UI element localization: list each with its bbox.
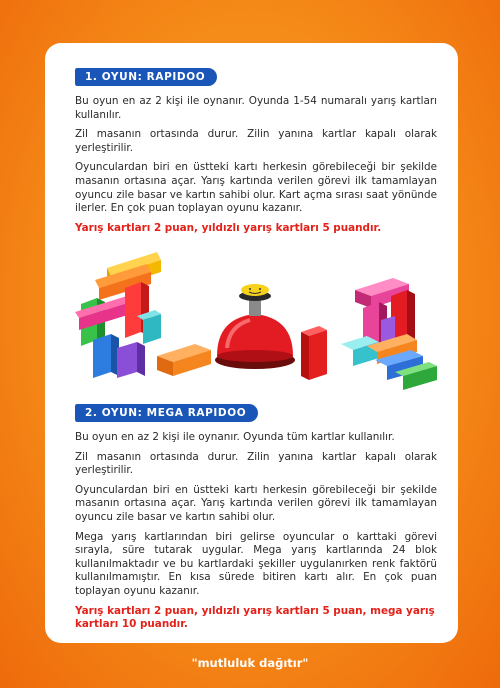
game2-section xyxy=(75,401,437,638)
game2-title: 2. OYUN: MEGA RAPIDOO xyxy=(75,404,258,422)
game1-scoring: Yarış kartları 2 puan, yıldızlı yarış kartları 5 puandır. xyxy=(75,221,382,234)
game1-paragraph-3: Oyunculardan biri en üstteki kartı herkesin görebileceği bir şekilde masanın ortasına açar. Yarış kartında verilen görevi ilk tamamlayan oyuncu zile basar ve kartın sahibi olur. Kart açma sırası saat yönünde ilerler. En çok puan toplayan oyunu kazanır. xyxy=(75,161,437,215)
game1-title: 1. OYUN: RAPIDOO xyxy=(75,68,217,86)
game2-paragraph-2: Zil masanın ortasında durur. Zilin yanına kartlar kapalı olarak yerleştirilir. xyxy=(75,450,437,477)
game2-paragraph-3: Oyunculardan biri en üstteki kartı herkesin görebileceği bir şekilde masanın ortasına açar. Yarış kartında verilen görevi ilk tamamlayan oyuncu zile basar ve kartın sahibi olur. xyxy=(75,483,437,523)
red-bell-icon xyxy=(215,291,295,369)
game2-paragraph-1: Bu oyun en az 2 kişi ile oynanır. Oyunda tüm kartlar kullanılır. xyxy=(75,431,395,443)
game1-paragraph-1: Bu oyun en az 2 kişi ile oynanır. Oyunda 1-54 numaralı yarış kartları kullanılır. xyxy=(75,95,437,121)
blocks-and-bell-illustration xyxy=(45,248,458,398)
game2-scoring: Yarış kartları 2 puan, yıldızlı yarış kartları 5 puan, mega yarış kartları 10 puandır. xyxy=(75,604,435,631)
game2-paragraph-4: Mega yarış kartlarından biri gelirse oyuncular o karttaki görevi sırayla, süre tutarak uygular. Mega yarış kartlarında 24 blok kullanılmaktadır ve bu kartlardaki şekiller uygulanırken renk faktörü kullanılmamıştır. En kısa sürede bitiren kartı alır. En çok puan toplayan oyunu kazanır. xyxy=(75,530,437,597)
game1-section xyxy=(75,65,437,241)
wooden-blocks-right-icon xyxy=(341,278,437,390)
orange-block-icon xyxy=(157,344,211,376)
smiley-icon xyxy=(241,284,269,296)
game1-paragraph-2: Zil masanın ortasında durur. Zilin yanına kartlar kapalı olarak yerleştirilir. xyxy=(75,128,437,154)
red-block-icon xyxy=(301,326,327,380)
rules-card xyxy=(45,43,458,643)
footer-slogan: "mutluluk dağıtır" xyxy=(191,656,309,670)
wooden-blocks-left-icon xyxy=(75,252,161,378)
